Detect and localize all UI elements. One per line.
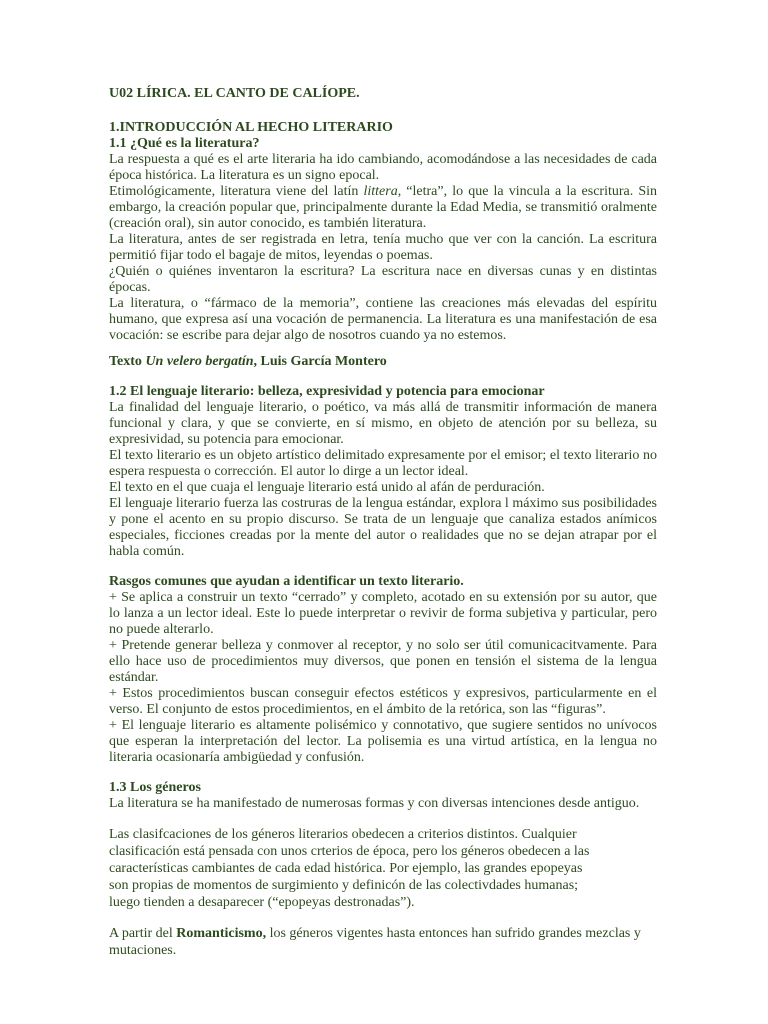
line: clasificación está pensada con unos crterios de época, pero los géneros obedecen a las <box>109 844 590 859</box>
line: Las clasifcaciones de los géneros literarios obedecen a criterios distintos. Cualquier <box>109 827 577 842</box>
line: características cambiantes de cada edad histórica. Por ejemplo, las grandes epopeyas <box>109 861 583 876</box>
bold-term: Romanticismo, <box>176 926 267 941</box>
section-1-1-heading: 1.1 ¿Qué es la literatura? <box>109 136 260 151</box>
document-page <box>109 86 657 959</box>
spacer <box>109 370 657 384</box>
text-run: Etimológicamente, literatura viene del latín <box>109 184 364 199</box>
text-run: A partir del <box>109 926 177 941</box>
spacer <box>109 911 657 925</box>
spacer <box>109 766 657 780</box>
list-item: + Se aplica a construir un texto “cerrado” y completo, acotado en su extensión por su autor, que lo lanza a un lector ideal. Este lo puede interpretar o revivir de forma subjetiva y particular, pero no puede alterarlo. <box>109 590 657 637</box>
line: luego tienden a desaparecer (“epopeyas destronadas”). <box>109 895 415 910</box>
paragraph: El texto literario es un objeto artístico delimitado expresamente por el emisor; el texto literario no espera respuesta o corrección. El autor lo dirge a un lector ideal. <box>109 448 657 479</box>
paragraph: La literatura se ha manifestado de numerosas formas y con diversas intenciones desde antiguo. <box>109 796 640 811</box>
paragraph-etymology <box>109 184 657 232</box>
line: son propias de momentos de surgimiento y definicón de las colectivdades humanas; <box>109 878 579 893</box>
paragraph: El lenguaje literario fuerza las costruras de la lengua estándar, explora l máximo sus posibilidades y pone el acento en su propio discurso. Se trata de un lenguaje que canaliza estados anímicos especiales, ficciones creadas por la mente del autor o realidades que no se dejan atrapar por el habla común. <box>109 496 657 559</box>
paragraph: La literatura, antes de ser registrada en letra, tenía mucho que ver con la canción. La escritura permitió fijar todo el bagaje de mitos, leyendas o poemas. <box>109 232 657 263</box>
section-1-2-heading: 1.2 El lenguaje literario: belleza, expresividad y potencia para emocionar <box>109 384 545 399</box>
spacer <box>109 812 657 826</box>
text-run: Texto <box>109 354 146 369</box>
italic-title: Un velero bergatín <box>145 354 254 369</box>
paragraph: El texto en el que cuaja el lenguaje literario está unido al afán de perduración. <box>109 480 545 495</box>
texto-reference <box>109 354 657 370</box>
text-run: , Luis García Montero <box>253 354 387 369</box>
spacer <box>109 102 657 120</box>
text-run: los géneros vigentes hasta entonces han sufrido grandes mezclas y mutaciones. <box>109 926 641 958</box>
list-item: + Estos procedimientos buscan conseguir efectos estéticos y expresivos, particularmente en el verso. El conjunto de estos procedimientos, en el ámbito de la retórica, son las “figuras”. <box>109 686 657 717</box>
paragraph: La literatura, o “fármaco de la memoria”, contiene las creaciones más elevadas del espíritu humano, que expresa así una vocación de permanencia. La literatura es una manifestación de esa vocación: se escribe para dejar algo de nosotros cuando ya no estemos. <box>109 296 657 343</box>
paragraph: La respuesta a qué es el arte literaria ha ido cambiando, acomodándose a las necesidades de cada época histórica. La literatura es un signo epocal. <box>109 152 657 183</box>
text-run: , “letra”, lo que la vincula a la escritura. Sin embargo, la creación popular que, principalmente durante la Edad Media, se transmitió oralmente (creación oral), sin autor conocido, es también literatura. <box>109 184 657 231</box>
paragraph: La finalidad del lenguaje literario, o poético, va más allá de transmitir información de manera funcional y clara, y que se convierte, en sí mismo, en objeto de atención por su belleza, su expresividad, su potencia para emocionar. <box>109 400 657 447</box>
italic-term: littera <box>363 184 398 199</box>
spacer <box>109 560 657 574</box>
document-title: U02 LÍRICA. EL CANTO DE CALÍOPE. <box>109 86 360 101</box>
section-1-3-heading: 1.3 Los géneros <box>109 780 201 795</box>
list-item: + El lenguaje literario es altamente polisémico y connotativo, que sugiere sentidos no unívocos que esperan la interpretación del lector. La polisemia es una virtud artística, en la lengua no literaria ocasionaría ambigüedad y confusión. <box>109 718 657 765</box>
paragraph: ¿Quién o quiénes inventaron la escritura? La escritura nace en diversas cunas y en distintas épocas. <box>109 264 657 295</box>
spacer <box>109 344 657 354</box>
list-item: + Pretende generar belleza y conmover al receptor, y no solo ser útil comunicacitvamente. Para ello hace uso de procedimientos muy diversos, que ponen en tensión el sistema de la lengua estándar. <box>109 638 657 685</box>
rasgos-heading: Rasgos comunes que ayudan a identificar un texto literario. <box>109 574 464 589</box>
section-1-heading: 1.INTRODUCCIÓN AL HECHO LITERARIO <box>109 120 393 135</box>
paragraph-romanticismo <box>109 925 657 959</box>
